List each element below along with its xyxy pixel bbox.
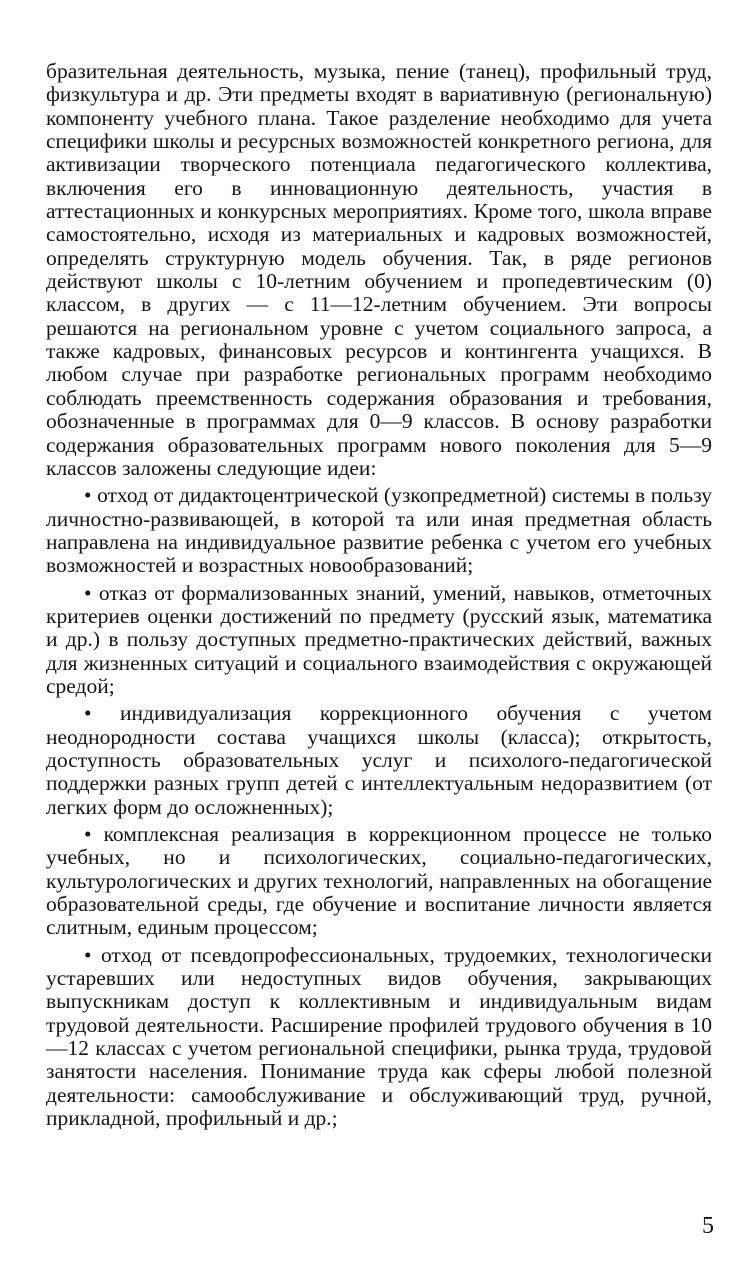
bullet-item: • отказ от формализованных знаний, умений, навыков, отметочных критериев оценки достижений по предмету (русский язык, математика и др.) в пользу доступных предметно-практических действий, важных для жизненных ситуаций и социального взаимодействия с окружающей средой;: [46, 580, 712, 698]
bullet-item: • индивидуализация коррекционного обучения с учетом неоднородности состава учащихся школы (класса); открытость, доступность образовательных услуг и психолого-педагогической поддержки разных групп детей с интеллектуальным недоразвитием (от легких форм до осложненных);: [46, 701, 712, 819]
bullet-item: • отход от дидактоцентрической (узкопредметной) системы в пользу личностно-развивающей, в которой та или иная предметная область направлена на индивидуальное развитие ребенка с учетом его учебных возможностей и возрастных новообразований;: [46, 483, 712, 578]
intro-paragraph: бразительная деятельность, музыка, пение (танец), профильный труд, физкультура и др. Эти предметы входят в вариативную (региональную) компоненту учебного плана. Такое разделение необходимо для учета специфики школы и ресурсных возможностей конкретного региона, для активизации творческого потенциала педагогического коллектива, включения его в инновационную деятельность, участия в аттестационных и конкурсных мероприятиях. Кроме того, школа вправе самостоятельно, исходя из материальных и кадровых возможностей, определять структурную модель обучения. Так, в ряде регионов действуют школы с 10-летним обучением и пропедевтическим (0) классом, в других — с 11—12-летним обучением. Эти вопросы решаются на региональном уровне с учетом социального запроса, а также кадровых, финансовых ресурсов и контингента учащихся. В любом случае при разработке региональных программ необходимо соблюдать преемственность содержания образования и требования, обозначенные в программах для 0—9 классов. В основу разработки содержания образовательных программ нового поколения для 5—9 классов заложены следующие идеи:: [46, 59, 712, 480]
bullet-item: • комплексная реализация в коррекционном процессе не только учебных, но и психологических, социально-педагогических, культурологических и других технологий, направленных на обогащение образовательной среды, где обучение и воспитание личности является слитным, единым процессом;: [46, 822, 712, 940]
page-number: 5: [702, 1213, 714, 1239]
page-body: [46, 60, 712, 1130]
bullet-item: • отход от псевдопрофессиональных, трудоемких, технологически устаревших или недоступных видов обучения, закрывающих выпускникам доступ к коллективным и индивидуальным видам трудовой деятельности. Расширение профилей трудового обучения в 10—12 классах с учетом региональной специфики, рынка труда, трудовой занятости населения. Понимание труда как сферы любой полезной деятельности: самообслуживание и обслуживающий труд, ручной, прикладной, профильный и др.;: [46, 942, 712, 1131]
